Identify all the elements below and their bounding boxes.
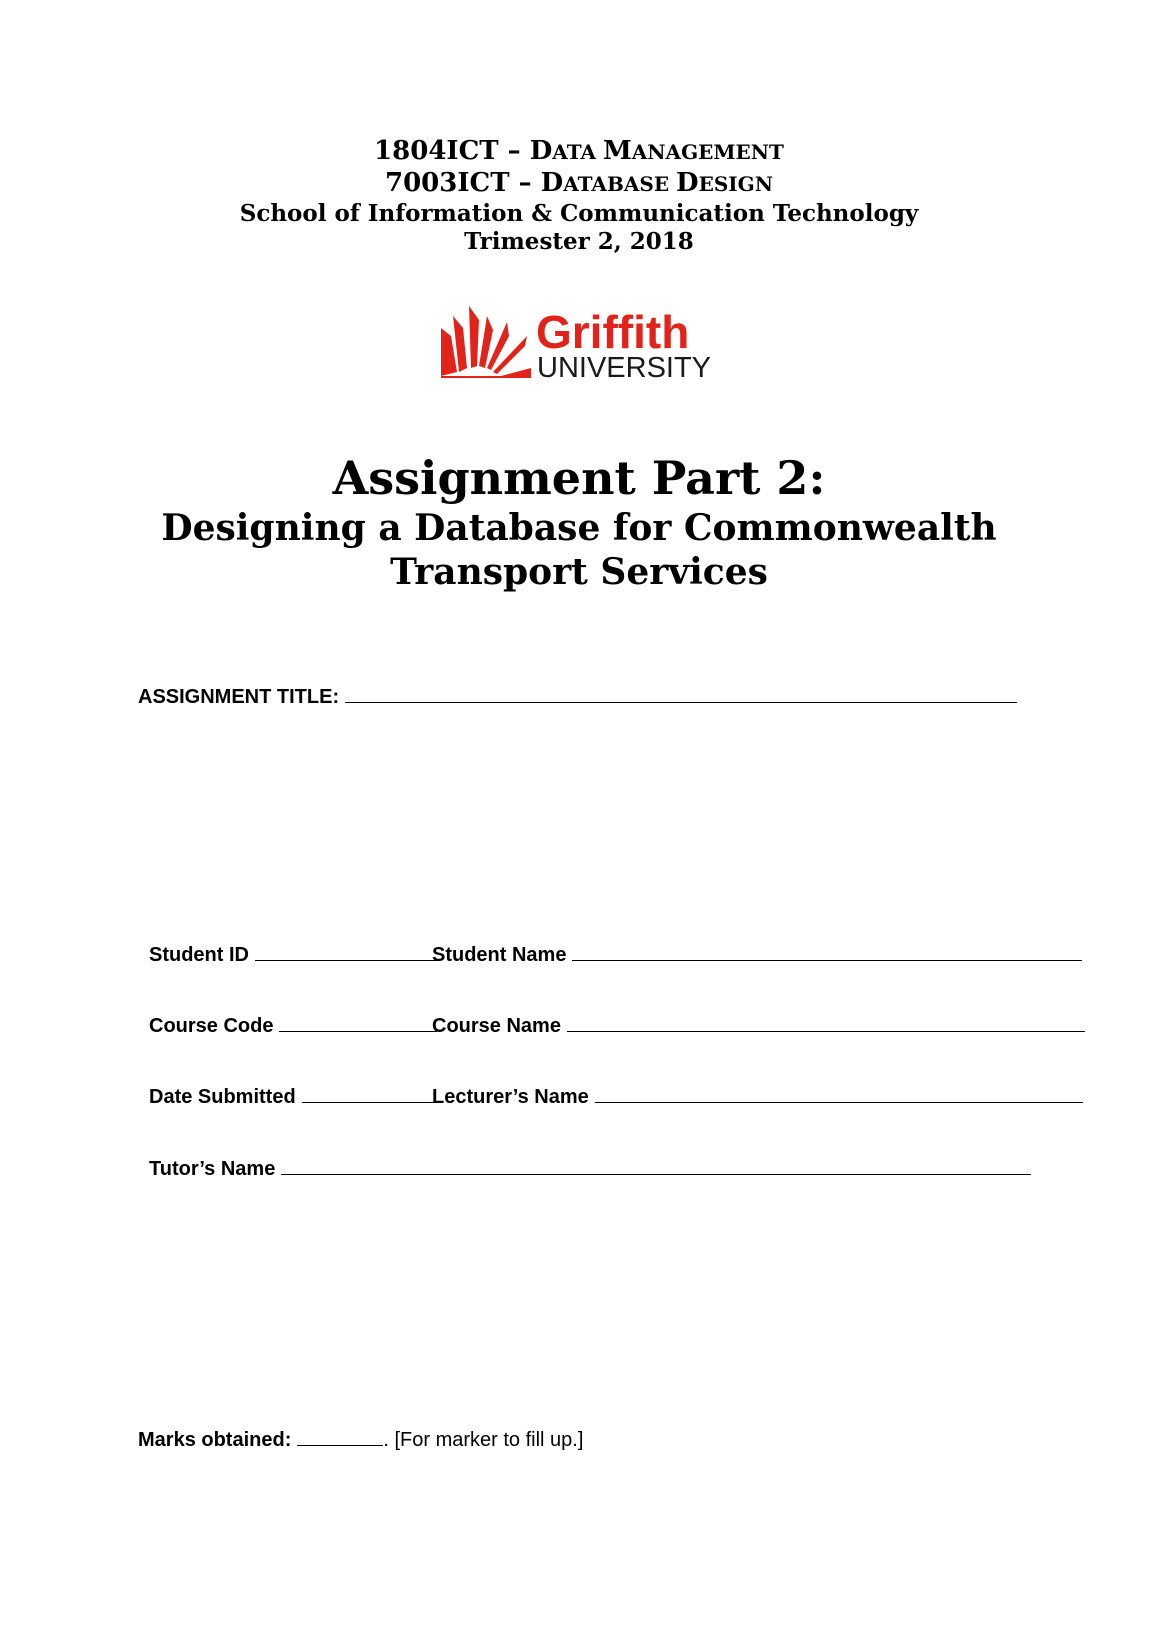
course-code-label: Course Code bbox=[149, 1015, 274, 1037]
marks-field[interactable] bbox=[297, 1425, 383, 1446]
student-name-label: Student Name bbox=[432, 944, 567, 966]
course-name-part: ESIGN bbox=[698, 172, 773, 196]
logo-text-university: UNIVERSITY bbox=[537, 352, 712, 380]
subtitle-line-2: Transport Services bbox=[390, 551, 768, 593]
assignment-title-row bbox=[138, 682, 1017, 709]
course-code-row bbox=[149, 1011, 437, 1038]
course-name-part: D bbox=[529, 136, 553, 166]
assignment-title-field[interactable] bbox=[345, 682, 1017, 703]
griffith-university-logo bbox=[441, 306, 724, 380]
student-name-field[interactable] bbox=[572, 940, 1082, 961]
lecturer-name-field[interactable] bbox=[595, 1082, 1083, 1103]
assignment-title-label: ASSIGNMENT TITLE: bbox=[138, 686, 340, 708]
student-name-row bbox=[432, 940, 1082, 967]
main-title: Assignment Part 2: bbox=[332, 451, 826, 505]
date-submitted-row bbox=[149, 1082, 435, 1109]
assignment-title-block bbox=[0, 450, 1158, 594]
marks-row bbox=[138, 1425, 583, 1452]
tutor-name-label: Tutor’s Name bbox=[149, 1158, 276, 1180]
course-name-part: ANAGEMENT bbox=[631, 140, 784, 164]
course-code-7003ict: 7003ICT – bbox=[385, 168, 541, 198]
griffith-flame-icon bbox=[441, 306, 531, 378]
course-header bbox=[0, 136, 1158, 256]
school-name: School of Information & Communication Technology bbox=[239, 200, 919, 227]
lecturer-name-row bbox=[432, 1082, 1083, 1109]
date-submitted-label: Date Submitted bbox=[149, 1086, 296, 1108]
lecturer-name-label: Lecturer’s Name bbox=[432, 1086, 589, 1108]
course-line-7003ict bbox=[0, 168, 1158, 200]
student-id-field[interactable] bbox=[255, 940, 440, 961]
marks-label: Marks obtained: bbox=[138, 1429, 292, 1451]
tutor-name-row bbox=[149, 1154, 1031, 1181]
course-code-field[interactable] bbox=[279, 1011, 437, 1032]
course-name-part: D bbox=[676, 168, 699, 198]
date-submitted-field[interactable] bbox=[302, 1082, 435, 1103]
course-name-part: ATABASE bbox=[563, 172, 677, 196]
course-line-1804ict bbox=[0, 136, 1158, 168]
subtitle-line-1: Designing a Database for Commonwealth bbox=[161, 507, 997, 549]
marks-instruction: . [For marker to fill up.] bbox=[383, 1429, 584, 1451]
course-name-row bbox=[432, 1011, 1085, 1038]
tutor-name-field[interactable] bbox=[281, 1154, 1031, 1175]
trimester: Trimester 2, 2018 bbox=[464, 228, 694, 255]
course-name-label: Course Name bbox=[432, 1015, 561, 1037]
course-name-field[interactable] bbox=[567, 1011, 1085, 1032]
logo-text-griffith: Griffith bbox=[536, 306, 690, 358]
course-name-part: M bbox=[602, 136, 632, 166]
student-id-label: Student ID bbox=[149, 944, 249, 966]
course-code-1804ict: 1804ICT – bbox=[374, 136, 530, 166]
student-row bbox=[149, 940, 440, 967]
course-name-part: ATA bbox=[552, 140, 603, 164]
course-name-part: D bbox=[540, 168, 564, 198]
